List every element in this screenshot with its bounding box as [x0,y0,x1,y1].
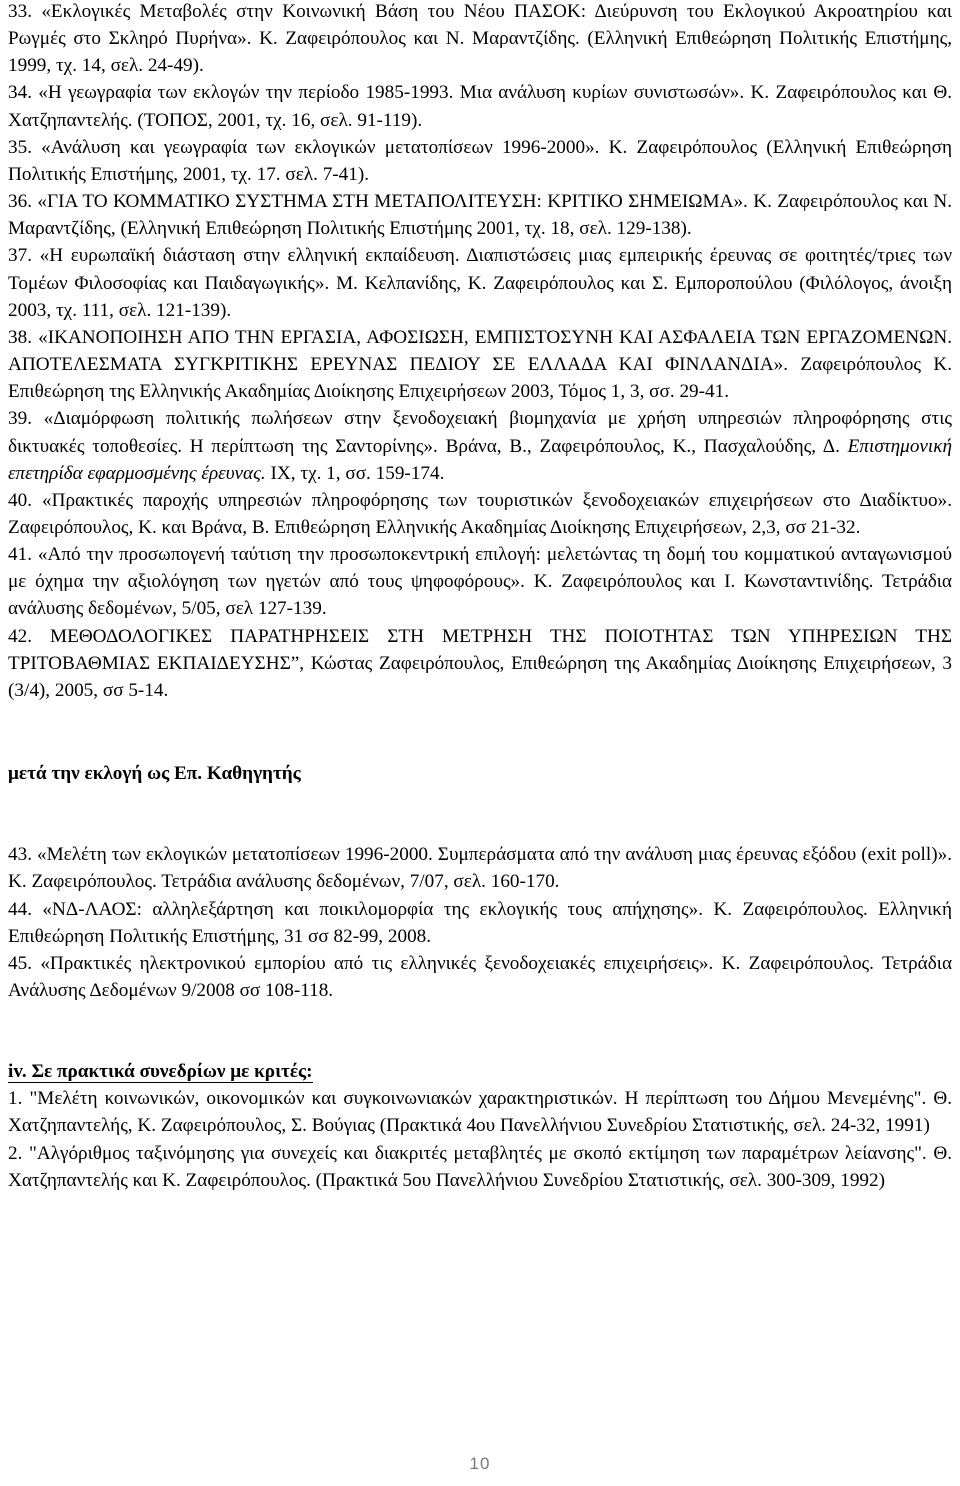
section-heading-conference-proceedings [8,1058,952,1085]
list-item: 45. «Πρακτικές ηλεκτρονικού εμπορίου από τις ελληνικές ξενοδοχειακές επιχειρήσεις». Κ. Ζαφειρόπουλος. Τετράδια Ανάλυσης Δεδομένων 9/2008 σσ 108-118. [8,952,952,1001]
publication-list-journals [8,0,952,704]
spacer [8,704,952,760]
list-item: 44. «ΝΔ-ΛΑΟΣ: αλληλεξάρτηση και ποικιλομορφία της εκλογικής τους απήχησης». Κ. Ζαφειρόπουλος. Ελληνική Επιθεώρηση Πολιτικής Επιστήμης, 31 σσ 82-99, 2008. [8,898,952,947]
section-heading-after-election: μετά την εκλογή ως Επ. Καθηγητής [8,763,301,785]
list-item: 2. "Αλγόριθμος ταξινόμησης για συνεχείς και διακριτές μεταβλητές με σκοπό εκτίμηση των παραμέτρων λείανσης". Θ. Χατζηπαντελής και Κ. Ζαφειρόπουλος. (Πρακτικά 5ου Πανελλήνιου Συνεδρίου Στατιστικής, σελ. 300-309, 1992) [8,1142,952,1191]
list-item: 33. «Εκλογικές Μεταβολές στην Κοινωνική Βάση του Νέου ΠΑΣΟΚ: Διεύρυνση του Εκλογικού Ακροατηρίου και Ρωγμές στο Σκληρό Πυρήνα». Κ. Ζαφειρόπουλος και Ν. Μαραντζίδης. (Ελληνική Επιθεώρηση Πολιτικής Επιστήμης, 1999, τχ. 14, σελ. 24-49). [8,1,952,77]
list-item: 41. «Από την προσωπογενή ταύτιση την προσωποκεντρική επιλογή: μελετώντας τη δομή του κομματικού ανταγωνισμού με όχημα την αξιολόγηση των ηγετών από τους ψηφοφόρους». Κ. Ζαφειρόπουλος και Ι. Κωνσταντινίδης. Τετράδια ανάλυσης δεδομένων, 5/05, σελ 127-139. [8,544,952,620]
journal-title-italic: Επιστημονική επετηρίδα εφαρμοσμένης έρευνας. [8,435,952,484]
list-item: 35. «Ανάλυση και γεωγραφία των εκλογικών μετατοπίσεων 1996-2000». Κ. Ζαφειρόπουλος (Ελληνική Επιθεώρηση Πολιτικής Επιστήμης, 2001, τχ. 17. σελ. 7-41). [8,136,952,185]
publication-list-conferences [8,1085,952,1194]
entry-text: ΙΧ, τχ. 1, σσ. 159-174. [265,462,445,484]
spacer [8,1004,952,1058]
list-item: 42. ΜΕΘΟΔΟΛΟΓΙΚΕΣ ΠΑΡΑΤΗΡΗΣΕΙΣ ΣΤΗ ΜΕΤΡΗΣΗ ΤΗΣ ΠΟΙΟΤΗΤΑΣ ΤΩΝ ΥΠΗΡΕΣΙΩΝ ΤΗΣ ΤΡΙΤΟΒΑΘΜΙΑΣ ΕΚΠΑΙΔΕΥΣΗΣ”, Κώστας Ζαφειρόπουλος, Επιθεώρηση της Ακαδημίας Διοίκησης Επιχειρήσεων, 3 (3/4), 2005, σσ 5-14. [8,625,952,701]
list-item: 1. "Μελέτη κοινωνικών, οικονομικών και συγκοινωνιακών χαρακτηριστικών. Η περίπτωση του Δήμου Μενεμένης". Θ. Χατζηπαντελής, Κ. Ζαφειρόπουλος, Σ. Βούγιας (Πρακτικά 4ου Πανελλήνιου Συνεδρίου Στατιστικής, σελ. 24-32, 1991) [8,1088,952,1137]
list-item [8,405,952,486]
list-item: 40. «Πρακτικές παροχής υπηρεσιών πληροφόρησης των τουριστικών ξενοδοχειακών επιχειρήσεων στο Διαδίκτυο». Ζαφειρόπουλος, Κ. και Βράνα, Β. Επιθεώρηση Ελληνικής Ακαδημίας Διοίκησης Επιχειρήσεων, 2,3, σσ 21-32. [8,489,952,538]
list-item: 36. «ΓΙΑ ΤΟ ΚΟΜΜΑΤΙΚΟ ΣΥΣΤΗΜΑ ΣΤΗ ΜΕΤΑΠΟΛΙΤΕΥΣΗ: ΚΡΙΤΙΚΟ ΣΗΜΕΙΩΜΑ». Κ. Ζαφειρόπουλος και Ν. Μαραντζίδης, (Ελληνική Επιθεώρηση Πολιτικής Επιστήμης 2001, τχ. 18, σελ. 129-138). [8,191,952,240]
list-item: 43. «Μελέτη των εκλογικών μετατοπίσεων 1996-2000. Συμπεράσματα από την ανάλυση μιας έρευνας εξόδου (exit poll)». Κ. Ζαφειρόπουλος. Τετράδια ανάλυσης δεδομένων, 7/07, σελ. 160-170. [8,844,952,893]
entry-text: 39. «Διαμόρφωση πολιτικής πωλήσεων στην ξενοδοχειακή βιομηχανία με χρήση υπηρεσιών πληροφόρησης στις δικτυακές τοποθεσίες. Η περίπτωση της Σαντορίνης». Βράνα, Β., Ζαφειρόπουλος, Κ., Πασχαλούδης, Δ. [8,408,952,457]
spacer [8,787,952,841]
page-number: 10 [469,1454,491,1473]
section-heading-text: iv. Σε πρακτικά συνεδρίων με κριτές: [8,1061,313,1083]
list-item: 38. «ΙΚΑΝΟΠΟΙΗΣΗ ΑΠΟ ΤΗΝ ΕΡΓΑΣΙΑ, ΑΦΟΣΙΩΣΗ, ΕΜΠΙΣΤΟΣΥΝΗ ΚΑΙ ΑΣΦΑΛΕΙΑ ΤΩΝ ΕΡΓΑΖΟΜΕΝΩΝ. ΑΠΟΤΕΛΕΣΜΑΤΑ ΣΥΓΚΡΙΤΙΚΗΣ ΕΡΕΥΝΑΣ ΠΕΔΙΟΥ ΣΕ ΕΛΛΑΔΑ ΚΑΙ ΦΙΝΛΑΝΔΙΑ». Ζαφειρόπουλος Κ. Επιθεώρηση της Ελληνικής Ακαδημίας Διοίκησης Επιχειρήσεων 2003, Τόμος 1, 3, σσ. 29-41. [8,326,952,403]
publication-list-post-election [8,841,952,1004]
list-item: 34. «Η γεωγραφία των εκλογών την περίοδο 1985-1993. Μια ανάλυση κυρίων συνιστωσών». Κ. Ζαφειρόπουλος και Θ. Χατζηπαντελής. (ΤΟΠΟΣ, 2001, τχ. 16, σελ. 91-119). [8,82,952,131]
list-item: 37. «Η ευρωπαϊκή διάσταση στην ελληνική εκπαίδευση. Διαπιστώσεις μιας εμπειρικής έρευνας σε φοιτητές/τριες των Τομέων Φιλοσοφίας και Παιδαγωγικής». Μ. Κελπανίδης, Κ. Ζαφειρόπουλος και Σ. Εμποροπούλου (Φιλόλογος, άνοιξη 2003, τχ. 111, σελ. 121-139). [8,245,952,321]
